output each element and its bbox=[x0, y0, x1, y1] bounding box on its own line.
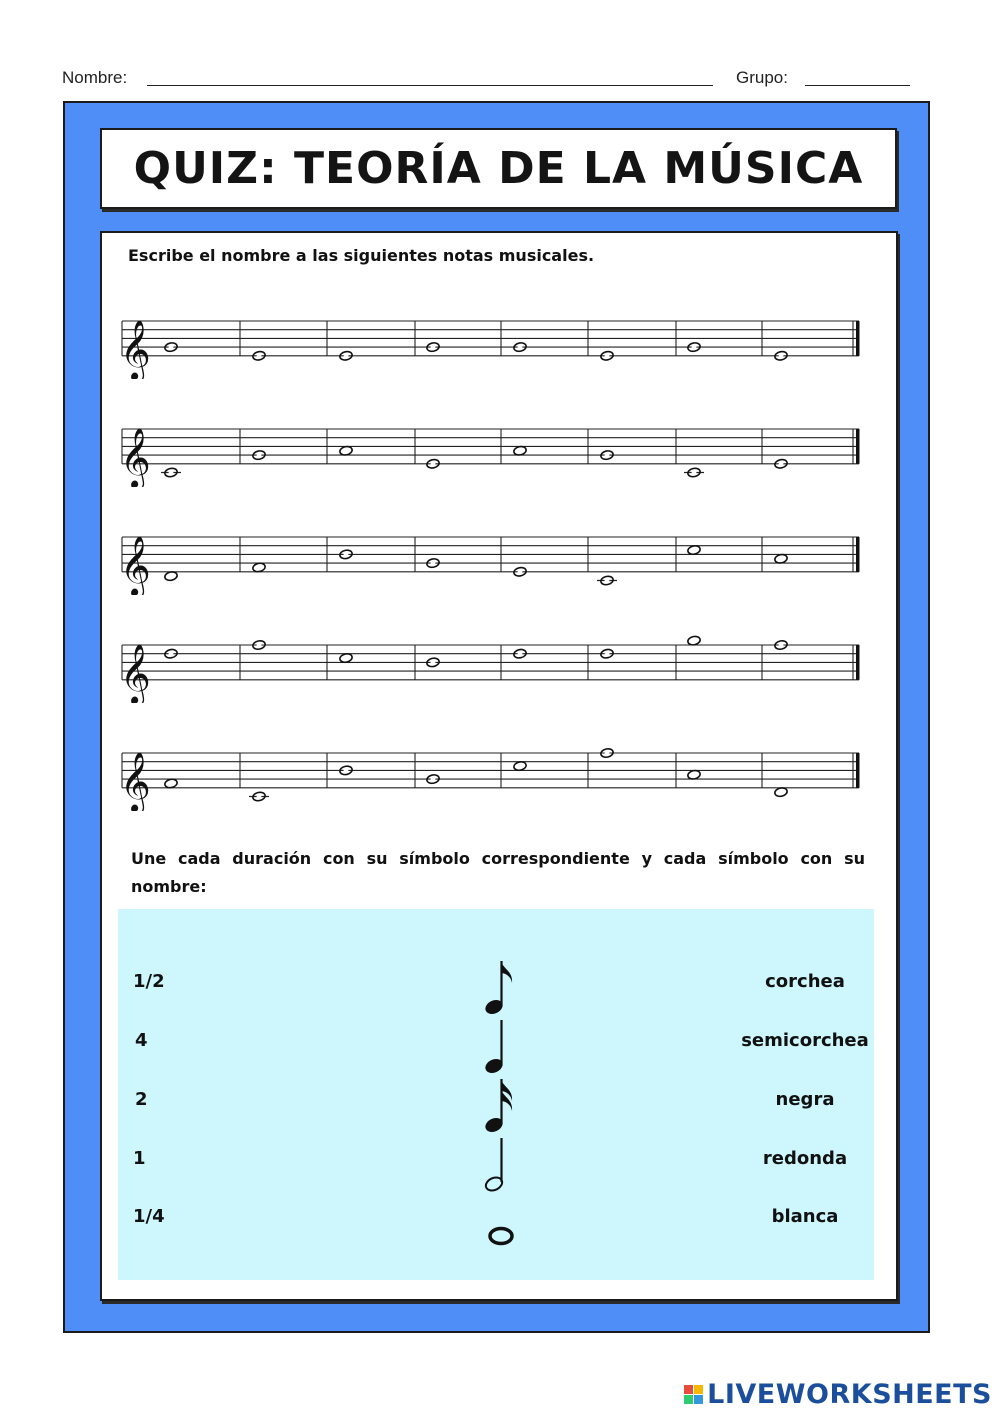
duration-value[interactable]: 1 bbox=[133, 1148, 146, 1169]
whole-note-D4 bbox=[774, 787, 788, 798]
treble-clef-icon: 𝄞 bbox=[120, 643, 151, 703]
whole-note-icon[interactable] bbox=[481, 1190, 521, 1258]
duration-value[interactable]: 1/2 bbox=[133, 971, 165, 992]
whole-note-A4 bbox=[513, 445, 527, 456]
duration-value[interactable]: 1/4 bbox=[133, 1206, 165, 1227]
whole-note-A4 bbox=[687, 769, 701, 780]
staff-2 bbox=[118, 407, 863, 487]
whole-note-A4 bbox=[774, 553, 788, 564]
whole-note-C5 bbox=[339, 653, 353, 664]
final-barline-thick bbox=[856, 645, 860, 680]
note-name[interactable]: blanca bbox=[771, 1206, 839, 1227]
name-line[interactable] bbox=[147, 85, 713, 86]
note-name[interactable]: semicorchea bbox=[741, 1030, 869, 1051]
treble-clef-icon: 𝄞 bbox=[120, 319, 151, 379]
whole-note-D4 bbox=[164, 571, 178, 582]
duration-value[interactable]: 2 bbox=[135, 1089, 148, 1110]
note-name[interactable]: corchea bbox=[765, 971, 845, 992]
staff-1 bbox=[118, 299, 863, 379]
page-title: QUIZ: TEORÍA DE LA MÚSICA bbox=[133, 143, 864, 194]
whole-note-G5 bbox=[687, 635, 701, 646]
final-barline-thick bbox=[856, 753, 860, 788]
notes-instruction: Escribe el nombre a las siguientes notas musicales. bbox=[128, 246, 595, 265]
treble-clef-icon: 𝄞 bbox=[120, 751, 151, 811]
staff-5 bbox=[118, 731, 863, 811]
treble-clef-icon: 𝄞 bbox=[120, 535, 151, 595]
staff-4 bbox=[118, 623, 863, 703]
eighth-note-icon[interactable] bbox=[481, 955, 521, 1023]
title-box bbox=[100, 128, 897, 209]
group-line[interactable] bbox=[805, 85, 910, 86]
note-name[interactable]: negra bbox=[775, 1089, 835, 1110]
quarter-note-icon[interactable] bbox=[481, 1014, 521, 1082]
final-barline-thick bbox=[856, 537, 860, 572]
note-name[interactable]: redonda bbox=[762, 1148, 848, 1169]
name-label: Nombre: bbox=[62, 68, 128, 87]
whole-note-F4 bbox=[164, 778, 178, 789]
final-barline-thick bbox=[856, 321, 860, 356]
brand-name: LIVEWORKSHEETS bbox=[707, 1378, 992, 1410]
group-label: Grupo: bbox=[736, 68, 788, 87]
duration-value[interactable]: 4 bbox=[135, 1030, 148, 1051]
treble-clef-icon: 𝄞 bbox=[120, 427, 151, 487]
liveworksheets-logo bbox=[684, 1378, 992, 1410]
whole-note-C5 bbox=[513, 761, 527, 772]
whole-note-A4 bbox=[339, 445, 353, 456]
staff-3 bbox=[118, 515, 863, 595]
whole-note-C5 bbox=[687, 545, 701, 556]
match-instruction: Une cada duración con su símbolo correspondiente y cada símbolo con su nombre: bbox=[131, 849, 865, 896]
logo-mark-icon bbox=[684, 1385, 703, 1404]
sixteenth-note-icon[interactable] bbox=[481, 1073, 521, 1141]
final-barline-thick bbox=[856, 429, 860, 464]
whole-note-F4 bbox=[252, 562, 266, 573]
